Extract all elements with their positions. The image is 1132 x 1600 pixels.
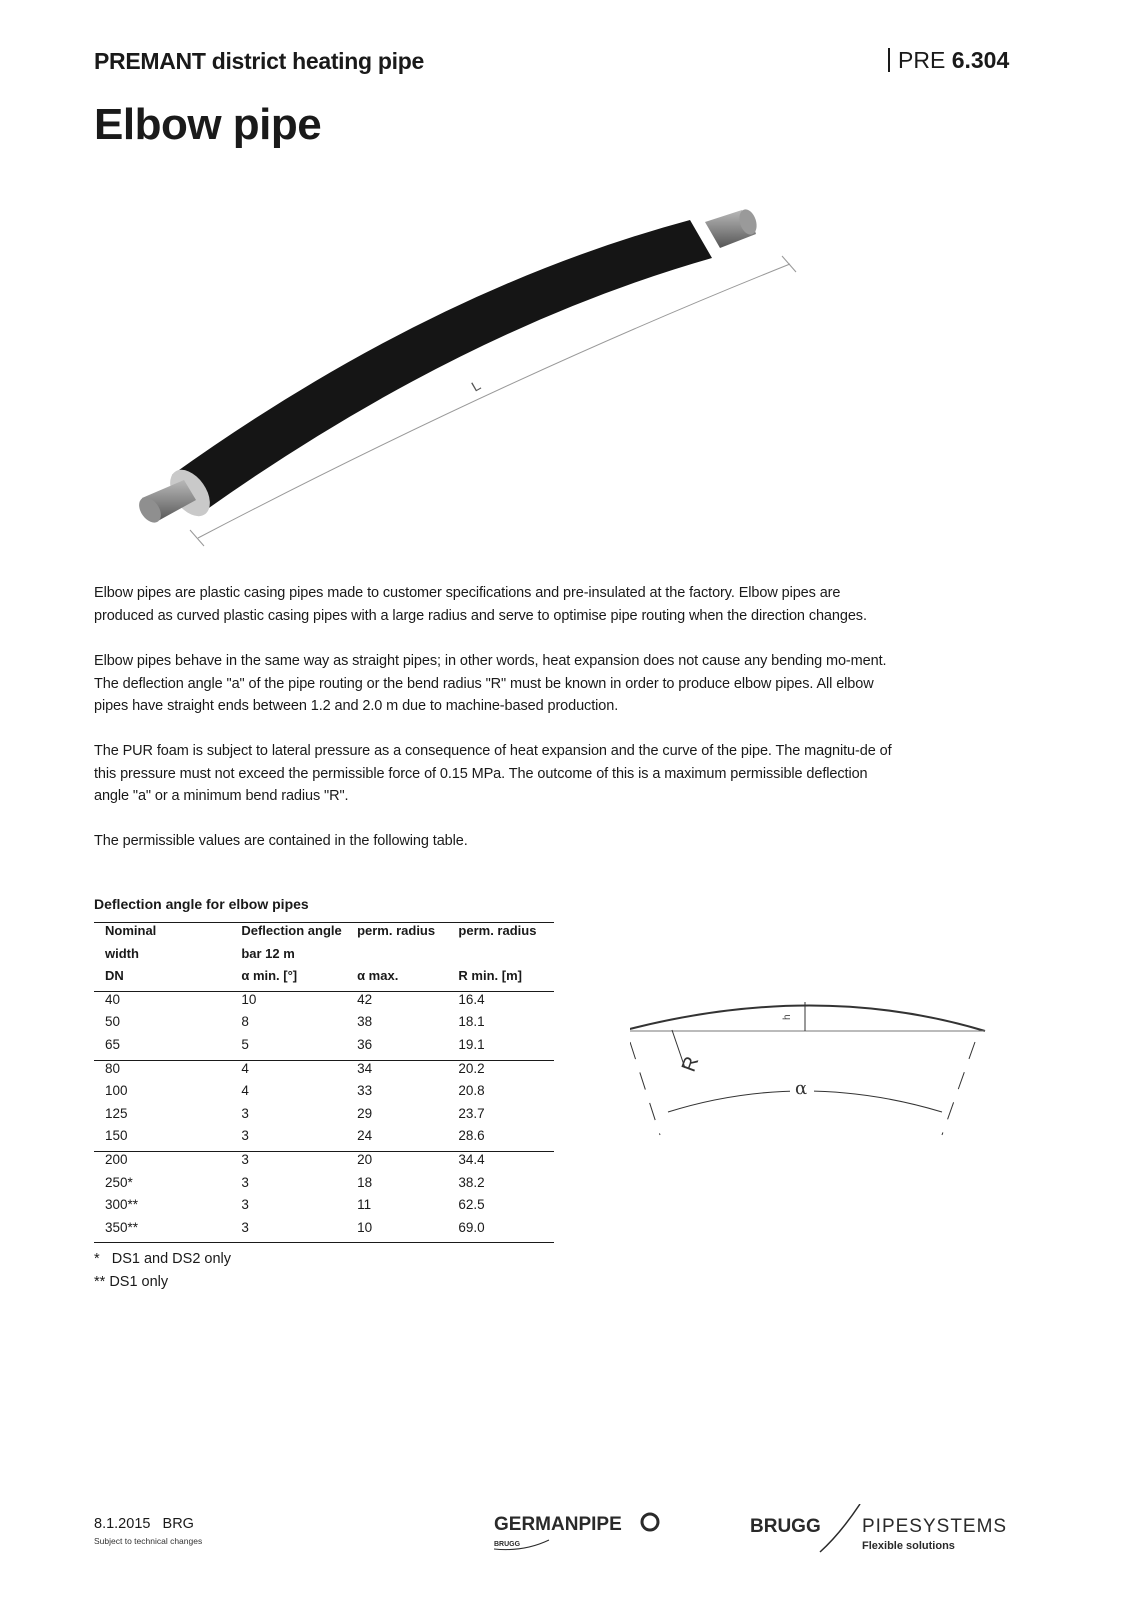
table-cell: 3 [241, 1174, 249, 1190]
table-cell: 350** [94, 1220, 241, 1243]
brugg-logo-text: BRUGG [750, 1516, 821, 1537]
table-cell: 33 [357, 1083, 373, 1099]
table-cell: 36 [357, 1037, 458, 1060]
table-cell: 5 [241, 1037, 357, 1060]
header-nominal: Nominal [94, 923, 241, 946]
paragraph-text: Elbow pipes are plastic casing pipes made to customer specifications and pre-insulated at the factory. Elbow pipes are produced as curved plastic casing pipes with a large radius and serve to optimise pipe routing when the direction changes. [94, 585, 867, 624]
unit-alpha-max: α max. [357, 968, 458, 991]
table-cell: 3 [241, 1220, 357, 1243]
germanpipe-logo [494, 1508, 674, 1552]
radius-line-left [630, 1042, 660, 1135]
table-cell: 18 [357, 1174, 373, 1190]
document-number [888, 48, 1009, 72]
table-cell: 28.6 [458, 1128, 554, 1151]
table-cell: 29 [357, 1105, 373, 1121]
table-cell: 150 [94, 1128, 241, 1151]
table-cell: 38.2 [458, 1174, 485, 1190]
table-row [94, 1197, 554, 1220]
table-cell: 40 [105, 991, 121, 1007]
header-empty [357, 946, 458, 969]
table-cell: 69.0 [458, 1220, 554, 1243]
length-label: L [468, 376, 484, 395]
table-cell: 11 [357, 1197, 372, 1213]
table-cell: 34.4 [458, 1151, 485, 1167]
doc-prefix: PRE [898, 47, 946, 73]
header-perm-radius-1: perm. radius [357, 923, 458, 946]
footer-date: 8.1.2015 BRG [94, 1516, 194, 1532]
germanpipe-logo-text: GERMANPIPE [494, 1514, 622, 1535]
table-cell: 3 [241, 1105, 249, 1121]
product-title: PREMANT district heating pipe [94, 48, 424, 74]
table-cell: 200 [105, 1151, 128, 1167]
plastic-casing [172, 220, 712, 510]
table-cell: 4 [241, 1083, 249, 1099]
table-cell: 3 [241, 1151, 249, 1167]
unit-dn: DN [94, 968, 241, 991]
table-row [94, 1037, 554, 1060]
table-cell: 20 [357, 1151, 373, 1167]
table-row [94, 991, 554, 1014]
table-cell: 38 [357, 1014, 373, 1030]
footnote-1: * DS1 and DS2 only [94, 1251, 232, 1267]
table-cell: 125 [105, 1105, 128, 1121]
header-bar: bar 12 m [241, 945, 295, 961]
table-cell: 42 [357, 991, 373, 1007]
paragraph-2 [94, 650, 894, 718]
table-cell: 23.7 [458, 1105, 485, 1121]
table-cell: 16.4 [458, 991, 485, 1007]
table-cell: 10 [241, 991, 257, 1007]
table-body [94, 991, 554, 1243]
doc-number-value: 6.304 [951, 47, 1010, 73]
table-header-row [94, 946, 554, 969]
radius-line-right [942, 1042, 975, 1135]
page-title: Elbow pipe [94, 100, 322, 149]
paragraph-4 [94, 830, 894, 853]
table-cell: 3 [241, 1197, 249, 1213]
header-width: width [105, 945, 139, 961]
table-cell: 250* [105, 1174, 133, 1190]
paragraph-3 [94, 740, 894, 808]
table-cell: 3 [241, 1128, 357, 1151]
unit-r-min: R min. [m] [458, 968, 554, 991]
footnote-2: ** DS1 only [94, 1274, 169, 1290]
header-perm-radius-2: perm. radius [458, 923, 554, 946]
unit-alpha-min: α min. [°] [241, 968, 357, 991]
bend-arc [630, 1006, 985, 1032]
footnotes [94, 1248, 231, 1294]
table-cell: 100 [105, 1083, 128, 1099]
footer-note: Subject to technical changes [94, 1536, 203, 1546]
table-row [94, 1083, 554, 1106]
table-row [94, 1220, 554, 1243]
table-row [94, 1014, 554, 1037]
table-cell: 24 [357, 1128, 458, 1151]
table-cell: 20.2 [458, 1060, 485, 1076]
paragraph-text: The permissible values are contained in the following table. [94, 833, 468, 849]
table-cell: 8 [241, 1014, 249, 1030]
table-row [94, 1175, 554, 1198]
table-cell: 34 [357, 1060, 373, 1076]
dimension-tick-right [782, 256, 796, 272]
table-row [94, 1060, 554, 1083]
dimension-tick-left [190, 530, 204, 546]
table-unit-row [94, 968, 554, 991]
paragraph-1 [94, 582, 894, 627]
table-cell: 4 [241, 1060, 249, 1076]
radius-label: R [677, 1053, 704, 1075]
table-cell: 65 [94, 1037, 241, 1060]
table-row [94, 1128, 554, 1151]
header-deflection: Deflection angle [241, 923, 357, 946]
germanpipe-logo-mark [642, 1514, 658, 1530]
brugg-pipesystems-logo [750, 1504, 1050, 1554]
table-cell: 20.8 [458, 1083, 485, 1099]
paragraph-text: Elbow pipes behave in the same way as straight pipes; in other words, heat expansion does not cause any bending mo-ment. The deflection angle "a" of the pipe routing or the bend radius "R" must be known in order to produce elbow pipes. All elbow pipes have straight ends between 1.2 and 2.0 m due to machine-based production. [94, 653, 887, 714]
angle-label: α [795, 1078, 808, 1099]
paragraph-text: The PUR foam is subject to lateral pressure as a consequence of heat expansion and the curve of the pipe. The magnitu-de of this pressure must not exceed the permissible force of 0.15 MPa. The outcome of this is a maximum permissible deflection angle "a" or a minimum bend radius "R". [94, 743, 892, 804]
table-header-row [94, 923, 554, 946]
logo-tagline: Flexible solutions [862, 1540, 955, 1552]
elbow-pipe-illustration [130, 200, 830, 560]
table-cell: 10 [357, 1220, 458, 1243]
table-cell: 80 [105, 1060, 121, 1076]
header-empty [458, 946, 554, 969]
bend-geometry-diagram [630, 990, 1030, 1160]
table-cell: 19.1 [458, 1037, 554, 1060]
germanpipe-logo-sub: BRUGG [494, 1541, 521, 1548]
deflection-angle-table [94, 922, 554, 1243]
table-cell: 300** [105, 1197, 139, 1213]
table-cell: 62.5 [458, 1197, 485, 1213]
table-cell: 18.1 [458, 1014, 485, 1030]
table-caption: Deflection angle for elbow pipes [94, 896, 309, 912]
table-row [94, 1151, 554, 1174]
table-cell: 50 [105, 1014, 121, 1030]
table-row [94, 1106, 554, 1129]
height-label: h [782, 1014, 793, 1020]
brugg-logo-slash [820, 1504, 860, 1552]
pipesystems-logo-text: PIPESYSTEMS [862, 1516, 1008, 1537]
